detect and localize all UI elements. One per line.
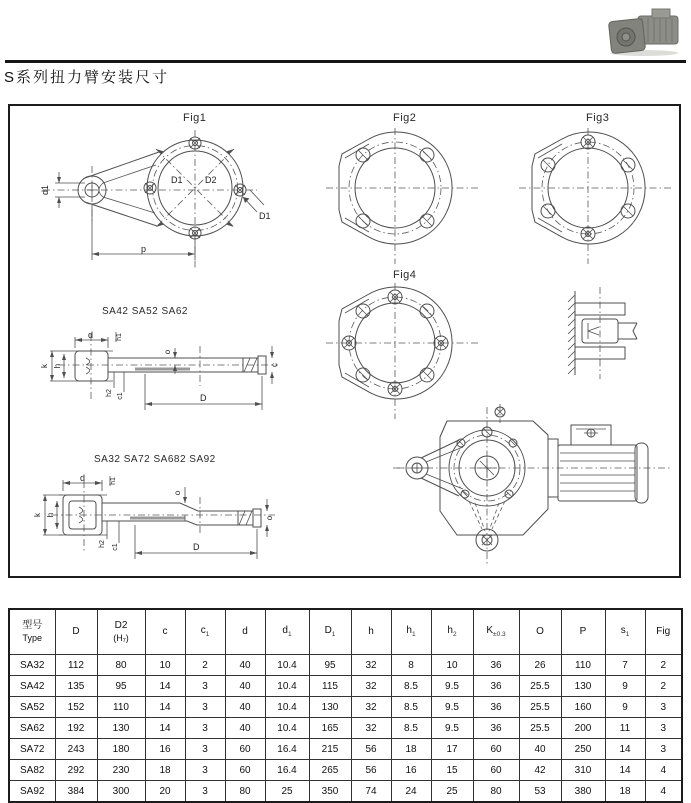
column-header: $c_1$ (185, 609, 225, 655)
value-cell: 53 (519, 781, 561, 803)
wall-mount-detail-drawing (555, 283, 645, 383)
sideview-sa32-drawing (35, 473, 280, 578)
type-cell: SA42 (9, 676, 55, 697)
value-cell: 115 (309, 676, 351, 697)
value-cell: 25 (431, 781, 473, 803)
value-cell: 18 (391, 739, 431, 760)
fig4-caption: Fig4 (393, 269, 417, 281)
value-cell: 10.4 (265, 697, 309, 718)
value-cell: 3 (645, 697, 682, 718)
value-cell: 3 (185, 718, 225, 739)
value-cell: 165 (309, 718, 351, 739)
value-cell: 10.4 (265, 676, 309, 697)
value-cell: 250 (561, 739, 605, 760)
type-cell: SA32 (9, 655, 55, 676)
value-cell: 16.4 (265, 739, 309, 760)
dim-label-D2: D2 (205, 175, 217, 185)
value-cell: 3 (185, 760, 225, 781)
value-cell: 3 (645, 739, 682, 760)
value-cell: 60 (225, 760, 265, 781)
dim-label-d: d (88, 330, 94, 340)
value-cell: 8.5 (391, 718, 431, 739)
value-cell: 40 (225, 697, 265, 718)
column-header: P (561, 609, 605, 655)
value-cell: 130 (561, 676, 605, 697)
value-cell: 25.5 (519, 676, 561, 697)
value-cell: 110 (97, 697, 145, 718)
table-row (9, 718, 682, 739)
dim-label-p: p (141, 244, 147, 254)
value-cell: 14 (145, 718, 185, 739)
value-cell: 17 (431, 739, 473, 760)
value-cell: 80 (97, 655, 145, 676)
value-cell: 243 (55, 739, 97, 760)
value-cell: 135 (55, 676, 97, 697)
value-cell: 36 (473, 697, 519, 718)
value-cell: 7 (605, 655, 645, 676)
dim-label-h: h (53, 363, 62, 369)
fig2-flange-drawing (330, 126, 480, 266)
dim-label-o2: o (173, 490, 182, 496)
value-cell: 14 (605, 760, 645, 781)
gearmotor-photo (604, 6, 686, 58)
value-cell: 8 (391, 655, 431, 676)
value-cell: 14 (145, 676, 185, 697)
dim-label-h1-top2: h1 (110, 477, 117, 485)
dim-label-c: c (270, 363, 279, 367)
fig3-caption: Fig3 (586, 112, 610, 124)
dim-label-h2: h2 (106, 389, 113, 397)
type-cell: SA52 (9, 697, 55, 718)
dim-label-o-end: o (265, 515, 274, 521)
value-cell: 265 (309, 760, 351, 781)
fig2-caption: Fig2 (393, 112, 417, 124)
value-cell: 350 (309, 781, 351, 803)
value-cell: 26 (519, 655, 561, 676)
type-cell: SA92 (9, 781, 55, 803)
value-cell: 2 (185, 655, 225, 676)
value-cell: 56 (351, 760, 391, 781)
dim-label-D1: D1 (171, 175, 183, 185)
value-cell: 3 (185, 676, 225, 697)
table-row (9, 781, 682, 803)
value-cell: 292 (55, 760, 97, 781)
value-cell: 10.4 (265, 718, 309, 739)
value-cell: 24 (391, 781, 431, 803)
column-header: h (351, 609, 391, 655)
value-cell: 36 (473, 718, 519, 739)
value-cell: 80 (473, 781, 519, 803)
value-cell: 60 (225, 739, 265, 760)
value-cell: 8.5 (391, 676, 431, 697)
value-cell: 40 (519, 739, 561, 760)
value-cell: 3 (185, 739, 225, 760)
value-cell: 60 (473, 739, 519, 760)
value-cell: 36 (473, 655, 519, 676)
value-cell: 9.5 (431, 697, 473, 718)
table-row (9, 739, 682, 760)
value-cell: 8.5 (391, 697, 431, 718)
column-header: Fig (645, 609, 682, 655)
column-header: O (519, 609, 561, 655)
value-cell: 80 (225, 781, 265, 803)
dim-label-c1: c1 (117, 392, 124, 400)
spec-table (8, 608, 683, 803)
column-header: D (55, 609, 97, 655)
column-header: $d_1$ (265, 609, 309, 655)
column-header: $h_2$ (431, 609, 473, 655)
fig1-caption: Fig1 (183, 112, 207, 124)
dim-label-k2: k (33, 513, 42, 517)
column-header: c (145, 609, 185, 655)
value-cell: 3 (185, 781, 225, 803)
value-cell: 112 (55, 655, 97, 676)
value-cell: 14 (605, 739, 645, 760)
dim-label-h2b: h2 (99, 540, 106, 548)
table-row (9, 760, 682, 781)
value-cell: 25.5 (519, 718, 561, 739)
value-cell: 230 (97, 760, 145, 781)
type-cell: SA72 (9, 739, 55, 760)
value-cell: 40 (225, 676, 265, 697)
spec-table-header-row (9, 609, 682, 655)
title-rule (5, 60, 686, 63)
value-cell: 15 (431, 760, 473, 781)
dim-label-k: k (40, 364, 49, 368)
value-cell: 384 (55, 781, 97, 803)
dim-label-h2v: h (46, 512, 55, 518)
value-cell: 3 (185, 697, 225, 718)
value-cell: 4 (645, 781, 682, 803)
value-cell: 74 (351, 781, 391, 803)
value-cell: 18 (145, 760, 185, 781)
value-cell: 152 (55, 697, 97, 718)
value-cell: 310 (561, 760, 605, 781)
value-cell: 25.5 (519, 697, 561, 718)
type-cell: SA62 (9, 718, 55, 739)
value-cell: 60 (473, 760, 519, 781)
value-cell: 2 (645, 655, 682, 676)
value-cell: 16.4 (265, 760, 309, 781)
value-cell: 18 (605, 781, 645, 803)
value-cell: 10 (431, 655, 473, 676)
table-row (9, 655, 682, 676)
value-cell: 200 (561, 718, 605, 739)
page-title: S系列扭力臂安装尺寸 (4, 69, 170, 86)
fig4-flange-drawing (330, 281, 480, 421)
value-cell: 130 (97, 718, 145, 739)
dim-label-Db: D (193, 542, 200, 552)
dim-label-c1b: c1 (112, 543, 119, 551)
value-cell: 40 (225, 718, 265, 739)
value-cell: 130 (309, 697, 351, 718)
value-cell: 110 (561, 655, 605, 676)
value-cell: 20 (145, 781, 185, 803)
value-cell: 215 (309, 739, 351, 760)
type-cell: SA82 (9, 760, 55, 781)
value-cell: 2 (645, 676, 682, 697)
value-cell: 16 (391, 760, 431, 781)
value-cell: 380 (561, 781, 605, 803)
value-cell: 4 (645, 760, 682, 781)
column-header: D2 (H₇) (97, 609, 145, 655)
value-cell: 16 (145, 739, 185, 760)
table-row (9, 676, 682, 697)
spec-table-body (9, 655, 682, 803)
value-cell: 32 (351, 697, 391, 718)
dim-label-h1-top: h1 (116, 333, 123, 341)
value-cell: 300 (97, 781, 145, 803)
value-cell: 95 (97, 676, 145, 697)
value-cell: 192 (55, 718, 97, 739)
column-header: $s_1$ (605, 609, 645, 655)
value-cell: 9 (605, 697, 645, 718)
dim-label-d2: d (80, 473, 86, 483)
fig1-torque-arm-drawing (35, 124, 285, 274)
dim-label-D: D (200, 393, 207, 403)
column-header: d (225, 609, 265, 655)
value-cell: 42 (519, 760, 561, 781)
value-cell: 10 (145, 655, 185, 676)
figures-panel (8, 104, 681, 578)
column-header: $D_1$ (309, 609, 351, 655)
value-cell: 40 (225, 655, 265, 676)
value-cell: 32 (351, 676, 391, 697)
value-cell: 11 (605, 718, 645, 739)
value-cell: 180 (97, 739, 145, 760)
value-cell: 32 (351, 655, 391, 676)
value-cell: 36 (473, 676, 519, 697)
value-cell: 10.4 (265, 655, 309, 676)
value-cell: 9.5 (431, 718, 473, 739)
value-cell: 14 (145, 697, 185, 718)
column-header: 型号 Type (9, 609, 55, 655)
table-row (9, 697, 682, 718)
value-cell: 3 (645, 718, 682, 739)
value-cell: 9 (605, 676, 645, 697)
column-header: $K_{\pm 0.3}$ (473, 609, 519, 655)
group2-caption: SA32 SA72 SA682 SA92 (94, 454, 216, 465)
value-cell: 95 (309, 655, 351, 676)
sideview-sa42-drawing (40, 328, 280, 428)
column-header: $h_1$ (391, 609, 431, 655)
value-cell: 9.5 (431, 676, 473, 697)
value-cell: 160 (561, 697, 605, 718)
value-cell: 32 (351, 718, 391, 739)
value-cell: 25 (265, 781, 309, 803)
dim-label-D1b: D1 (259, 211, 271, 221)
group1-caption: SA42 SA52 SA62 (102, 306, 188, 317)
fig3-flange-drawing (523, 126, 673, 266)
value-cell: 56 (351, 739, 391, 760)
dim-label-o: o (163, 349, 172, 355)
dim-label-d1: d1 (40, 184, 50, 196)
assembly-drawing (385, 403, 680, 573)
